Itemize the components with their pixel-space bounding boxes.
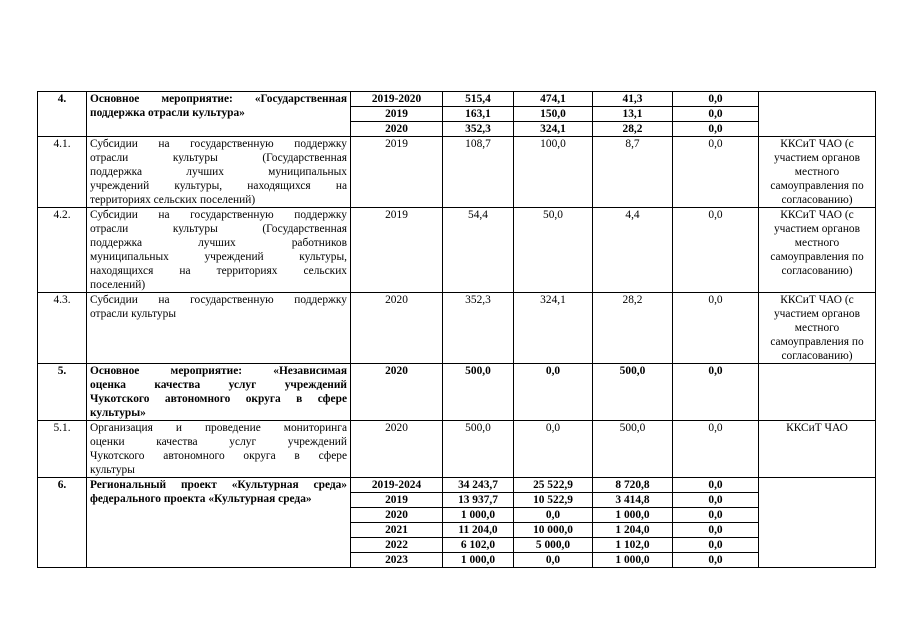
row-number: 4.3.: [38, 293, 87, 364]
description-line: Основное мероприятие: «Государственная: [90, 93, 347, 105]
program-table: [37, 91, 876, 568]
table-row: [38, 137, 876, 208]
measure-description: [87, 478, 351, 568]
local-cell: 0,0: [673, 137, 759, 208]
total-cell: 13 937,7: [443, 493, 514, 508]
description-line: Чукотского автономного округа в сфере: [90, 393, 347, 405]
row-number: 6.: [38, 478, 87, 568]
regional-cell: 1 000,0: [593, 508, 673, 523]
description-line: Основное мероприятие: «Независимая: [90, 365, 347, 377]
local-cell: 0,0: [673, 122, 759, 137]
description-line: Чукотского автономного округа в сфере: [90, 450, 347, 462]
measure-description: [87, 293, 351, 364]
executor-line: самоуправления по: [770, 180, 864, 192]
table-row: [38, 364, 876, 421]
executor-cell: [759, 208, 876, 293]
row-number: 4.2.: [38, 208, 87, 293]
local-cell: 0,0: [673, 107, 759, 122]
period-cell: 2021: [351, 523, 443, 538]
description-line: Организация и проведение мониторинга: [90, 422, 347, 434]
period-cell: 2020: [351, 293, 443, 364]
federal-cell: 25 522,9: [514, 478, 593, 493]
executor-line: местного: [794, 322, 840, 334]
local-cell: 0,0: [673, 293, 759, 364]
executor-line: самоуправления по: [770, 251, 864, 263]
federal-cell: 10 522,9: [514, 493, 593, 508]
measure-description: [87, 421, 351, 478]
total-cell: 108,7: [443, 137, 514, 208]
local-cell: 0,0: [673, 508, 759, 523]
measure-description: [87, 92, 351, 137]
measure-description: [87, 208, 351, 293]
description-line: оценка качества услуг учреждений: [90, 379, 347, 391]
executor-line: согласованию): [781, 194, 853, 206]
description-line: Субсидии на государственную поддержку: [90, 294, 347, 306]
period-cell: 2020: [351, 508, 443, 523]
table-row: [38, 478, 876, 493]
total-cell: 352,3: [443, 293, 514, 364]
regional-cell: 41,3: [593, 92, 673, 107]
measure-description: [87, 364, 351, 421]
total-cell: 1 000,0: [443, 508, 514, 523]
executor-line: участием органов: [773, 223, 860, 235]
regional-cell: 28,2: [593, 293, 673, 364]
regional-cell: 1 204,0: [593, 523, 673, 538]
regional-cell: 1 102,0: [593, 538, 673, 553]
period-cell: 2020: [351, 421, 443, 478]
regional-cell: 3 414,8: [593, 493, 673, 508]
federal-cell: 150,0: [514, 107, 593, 122]
period-cell: 2019-2020: [351, 92, 443, 107]
executor-cell: [759, 478, 876, 568]
federal-cell: 324,1: [514, 122, 593, 137]
total-cell: 1 000,0: [443, 553, 514, 568]
regional-cell: 28,2: [593, 122, 673, 137]
description-line: находящихся на территориях сельских: [90, 265, 347, 277]
regional-cell: 1 000,0: [593, 553, 673, 568]
description-line: отрасли культуры: [90, 308, 176, 320]
table-row: [38, 421, 876, 478]
period-cell: 2022: [351, 538, 443, 553]
executor-cell: [759, 421, 876, 478]
federal-cell: 50,0: [514, 208, 593, 293]
description-line: муниципальных учреждений культуры,: [90, 251, 347, 263]
total-cell: 11 204,0: [443, 523, 514, 538]
description-line: федерального проекта «Культурная среда»: [90, 493, 312, 505]
description-line: поддержка лучших муниципальных: [90, 166, 347, 178]
executor-line: ККСиТ ЧАО (с: [780, 138, 854, 150]
period-cell: 2019: [351, 493, 443, 508]
period-cell: 2019: [351, 107, 443, 122]
executor-line: участием органов: [773, 308, 860, 320]
description-line: Субсидии на государственную поддержку: [90, 209, 347, 221]
local-cell: 0,0: [673, 364, 759, 421]
period-cell: 2019-2024: [351, 478, 443, 493]
total-cell: 352,3: [443, 122, 514, 137]
description-line: поддержка отрасли культура»: [90, 107, 245, 119]
executor-line: ККСиТ ЧАО: [786, 422, 848, 434]
row-number: 5.1.: [38, 421, 87, 478]
federal-cell: 0,0: [514, 421, 593, 478]
executor-line: согласованию): [781, 265, 853, 277]
description-line: оценки качества услуг учреждений: [90, 436, 347, 448]
executor-line: ККСиТ ЧАО (с: [780, 209, 854, 221]
local-cell: 0,0: [673, 538, 759, 553]
total-cell: 163,1: [443, 107, 514, 122]
description-line: поддержка лучших работников: [90, 237, 347, 249]
regional-cell: 13,1: [593, 107, 673, 122]
local-cell: 0,0: [673, 92, 759, 107]
total-cell: 6 102,0: [443, 538, 514, 553]
period-cell: 2023: [351, 553, 443, 568]
total-cell: 500,0: [443, 364, 514, 421]
table-row: [38, 92, 876, 107]
federal-cell: 0,0: [514, 553, 593, 568]
executor-cell: [759, 92, 876, 137]
measure-description: [87, 137, 351, 208]
description-line: поселений): [90, 279, 146, 291]
regional-cell: 8,7: [593, 137, 673, 208]
federal-cell: 474,1: [514, 92, 593, 107]
regional-cell: 8 720,8: [593, 478, 673, 493]
period-cell: 2020: [351, 122, 443, 137]
table-row: [38, 293, 876, 364]
row-number: 4.1.: [38, 137, 87, 208]
local-cell: 0,0: [673, 553, 759, 568]
federal-cell: 5 000,0: [514, 538, 593, 553]
regional-cell: 4,4: [593, 208, 673, 293]
description-line: территориях сельских поселений): [90, 194, 256, 206]
local-cell: 0,0: [673, 421, 759, 478]
federal-cell: 324,1: [514, 293, 593, 364]
period-cell: 2019: [351, 137, 443, 208]
federal-cell: 0,0: [514, 508, 593, 523]
executor-cell: [759, 364, 876, 421]
description-line: Субсидии на государственную поддержку: [90, 138, 347, 150]
total-cell: 515,4: [443, 92, 514, 107]
description-line: отрасли культуры (Государственная: [90, 223, 347, 235]
federal-cell: 0,0: [514, 364, 593, 421]
executor-cell: [759, 137, 876, 208]
row-number: 5.: [38, 364, 87, 421]
description-line: Региональный проект «Культурная среда»: [90, 479, 347, 491]
row-number: 4.: [38, 92, 87, 137]
period-cell: 2020: [351, 364, 443, 421]
executor-line: участием органов: [773, 152, 860, 164]
table-row: [38, 208, 876, 293]
local-cell: 0,0: [673, 493, 759, 508]
federal-cell: 100,0: [514, 137, 593, 208]
local-cell: 0,0: [673, 478, 759, 493]
federal-cell: 10 000,0: [514, 523, 593, 538]
total-cell: 500,0: [443, 421, 514, 478]
total-cell: 34 243,7: [443, 478, 514, 493]
executor-line: самоуправления по: [770, 336, 864, 348]
local-cell: 0,0: [673, 208, 759, 293]
executor-cell: [759, 293, 876, 364]
total-cell: 54,4: [443, 208, 514, 293]
description-line: отрасли культуры (Государственная: [90, 152, 347, 164]
executor-line: местного: [794, 166, 840, 178]
description-line: учреждений культуры, находящихся на: [90, 180, 347, 192]
executor-line: согласованию): [781, 350, 853, 362]
executor-line: местного: [794, 237, 840, 249]
period-cell: 2019: [351, 208, 443, 293]
executor-line: ККСиТ ЧАО (с: [780, 294, 854, 306]
description-line: культуры: [90, 464, 135, 476]
regional-cell: 500,0: [593, 364, 673, 421]
description-line: культуры»: [90, 407, 146, 419]
regional-cell: 500,0: [593, 421, 673, 478]
local-cell: 0,0: [673, 523, 759, 538]
